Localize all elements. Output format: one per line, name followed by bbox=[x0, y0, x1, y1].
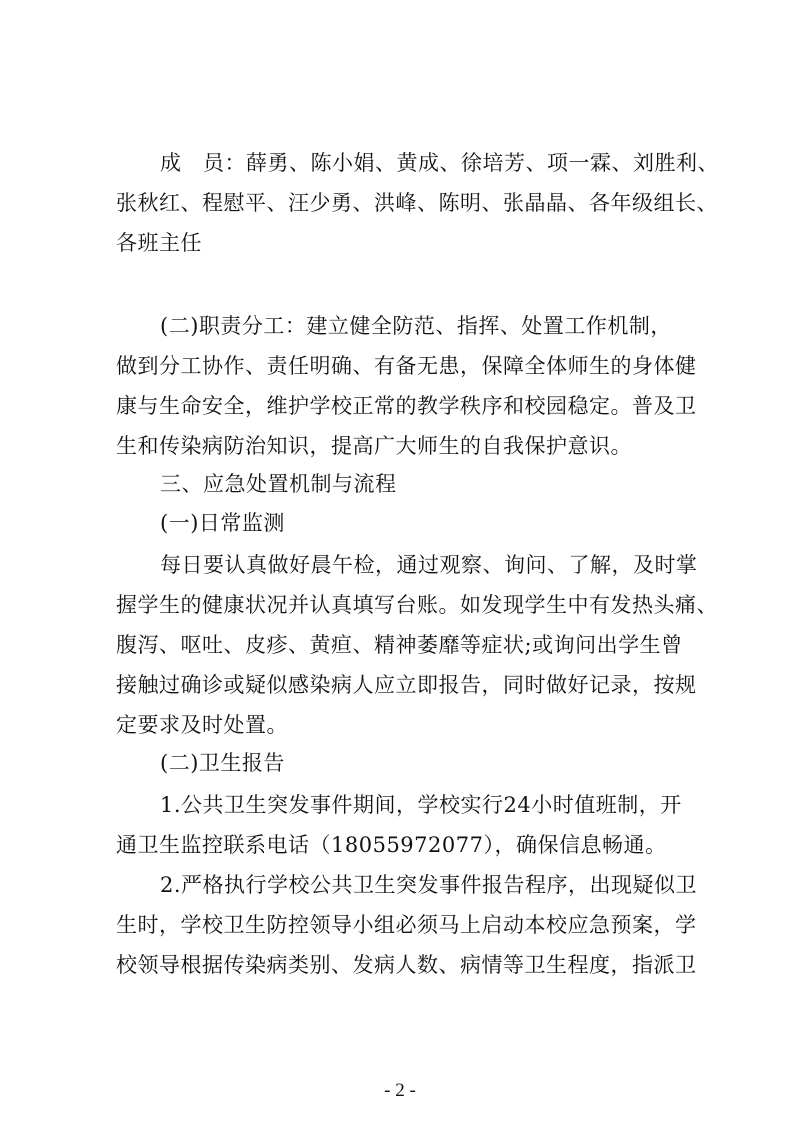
daily-line-1: 每日要认真做好晨午检，通过观察、询问、了解，及时掌 bbox=[160, 553, 698, 577]
duties-line-2: 做到分工协作、责任明确、有备无患，保障全体师生的身体健 bbox=[116, 354, 697, 378]
report-line-4: 生时，学校卫生防控领导小组必须马上启动本校应急预案，学 bbox=[116, 913, 697, 937]
page-number: - 2 - bbox=[384, 1080, 416, 1101]
duties-line-1: (二)职责分工：建立健全防范、指挥、处置工作机制， bbox=[160, 314, 672, 338]
duties-line-3: 康与生命安全，维护学校正常的教学秩序和校园稳定。普及卫 bbox=[116, 394, 697, 418]
members-line-3: 各班主任 bbox=[116, 231, 202, 255]
subheading-health-report: (二)卫生报告 bbox=[160, 751, 285, 775]
members-line-2: 张秋红、程慰平、汪少勇、洪峰、陈明、张晶晶、各年级组长、 bbox=[116, 191, 718, 215]
section-heading-emergency: 三、应急处置机制与流程 bbox=[160, 472, 397, 496]
daily-line-4: 接触过确诊或疑似感染病人应立即报告，同时做好记录，按规 bbox=[116, 673, 697, 697]
daily-line-2: 握学生的健康状况并认真填写台账。如发现学生中有发热头痛、 bbox=[116, 593, 718, 617]
duties-line-4: 生和传染病防治知识，提高广大师生的自我保护意识。 bbox=[116, 434, 632, 458]
report-line-2: 通卫生监控联系电话（18055972077），确保信息畅通。 bbox=[116, 833, 667, 857]
subheading-daily-monitoring: (一)日常监测 bbox=[160, 511, 285, 535]
report-line-1: 1.公共卫生突发事件期间，学校实行24小时值班制，开 bbox=[160, 793, 682, 817]
daily-line-3: 腹泻、呕吐、皮疹、黄疸、精神萎靡等症状;或询问出学生曾 bbox=[116, 633, 683, 657]
report-line-5: 校领导根据传染病类别、发病人数、病情等卫生程度，指派卫 bbox=[116, 953, 697, 977]
daily-line-5: 定要求及时处置。 bbox=[116, 713, 288, 737]
members-line-1: 成 员：薛勇、陈小娟、黄成、徐培芳、项一霖、刘胜利、 bbox=[160, 151, 719, 175]
report-line-3: 2.严格执行学校公共卫生突发事件报告程序，出现疑似卫 bbox=[160, 873, 698, 897]
